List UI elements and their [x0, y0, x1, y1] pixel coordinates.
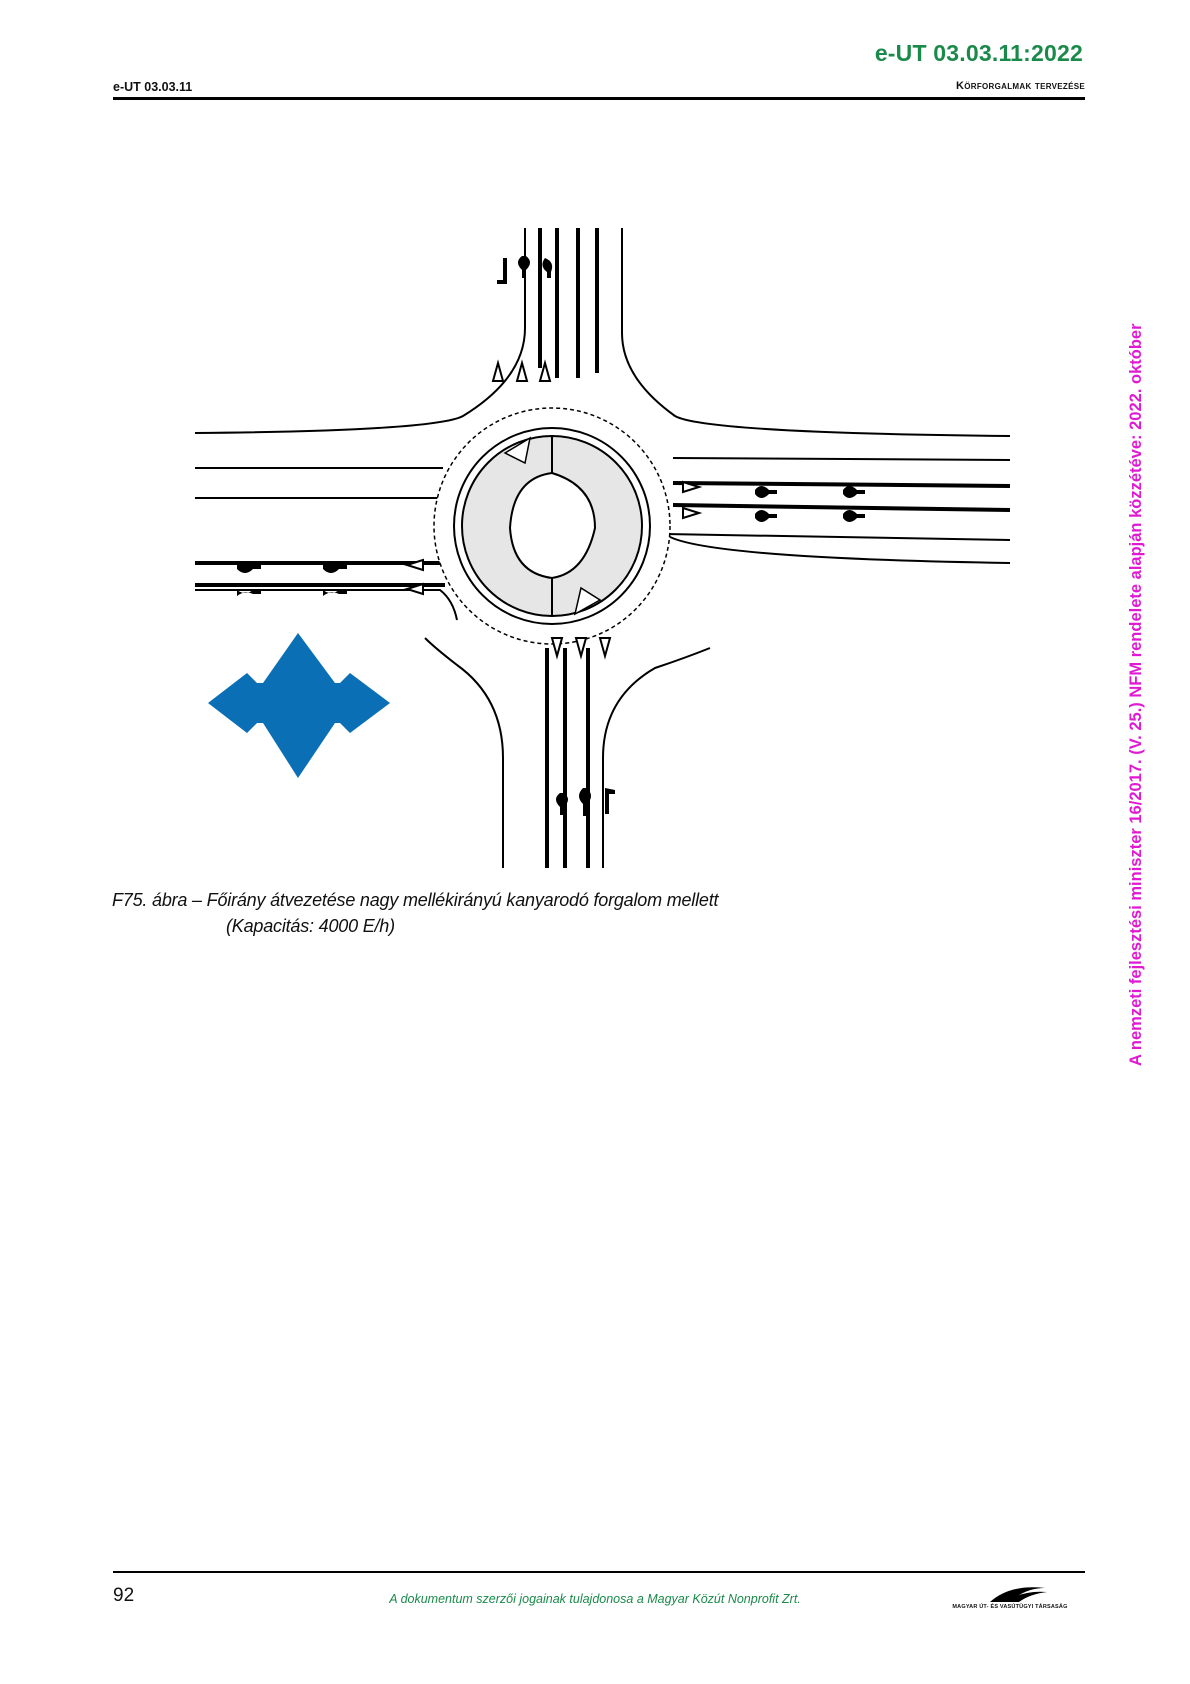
east-lane-line [673, 505, 1010, 510]
page-number: 92 [113, 1585, 135, 1606]
footer-rule [113, 1571, 1085, 1573]
yield-mark-east [683, 508, 699, 518]
turn-arrow-mark [755, 486, 777, 498]
turn-arrow-mark [497, 258, 507, 284]
header-rule [113, 97, 1085, 100]
copyright-note: A dokumentum szerzői jogainak tulajdonosa a Magyar Közút Nonprofit Zrt. [389, 1592, 801, 1606]
publication-note: A nemzeti fejlesztési miniszter 16/2017. (V. 25.) NFM rendelete alapján közzétéve: 2022. október [1127, 323, 1145, 1066]
header-left-code: e-UT 03.03.11 [113, 80, 193, 94]
yield-mark-south [600, 638, 610, 656]
roundabout-diagram [195, 228, 1010, 868]
figure-caption-capacity: (Kapacitás: 4000 E/h) [226, 916, 395, 936]
yield-mark-south [552, 638, 562, 656]
turn-arrow-mark [605, 788, 615, 814]
yield-mark-south [576, 638, 586, 656]
road-swoosh-icon [935, 1582, 1085, 1604]
north-road-edge-left [195, 228, 525, 433]
turn-arrow-mark [843, 510, 865, 522]
turn-arrow-mark [755, 510, 777, 522]
turn-arrow-mark [518, 256, 530, 278]
east-road-edge-bottom [665, 534, 1010, 540]
north-road-edge-right [622, 228, 1010, 436]
south-road-edge-left [425, 638, 503, 868]
east-lane-line-thin [673, 458, 1010, 460]
four-way-direction-arrow-icon [208, 633, 390, 778]
west-road-edge-bottom [195, 590, 457, 620]
figure-caption: F75. ábra – Főirány átvezetése nagy mellékirányú kanyarodó forgalom mellett [112, 890, 719, 910]
document-code: e-UT 03.03.11:2022 [874, 40, 1083, 66]
header-section-title: Körforgalmak tervezése [955, 80, 1085, 92]
east-lane-line [673, 483, 1010, 486]
turn-arrow-mark [843, 486, 865, 498]
logo-text: MAGYAR ÚT- ÉS VASÚTÜGYI TÁRSASÁG [952, 1604, 1068, 1610]
yield-mark-north [517, 363, 527, 381]
publisher-logo [935, 1582, 1085, 1616]
south-road-edge-right [603, 648, 710, 868]
turn-arrow-mark [542, 258, 552, 278]
yield-mark-north [493, 363, 503, 381]
